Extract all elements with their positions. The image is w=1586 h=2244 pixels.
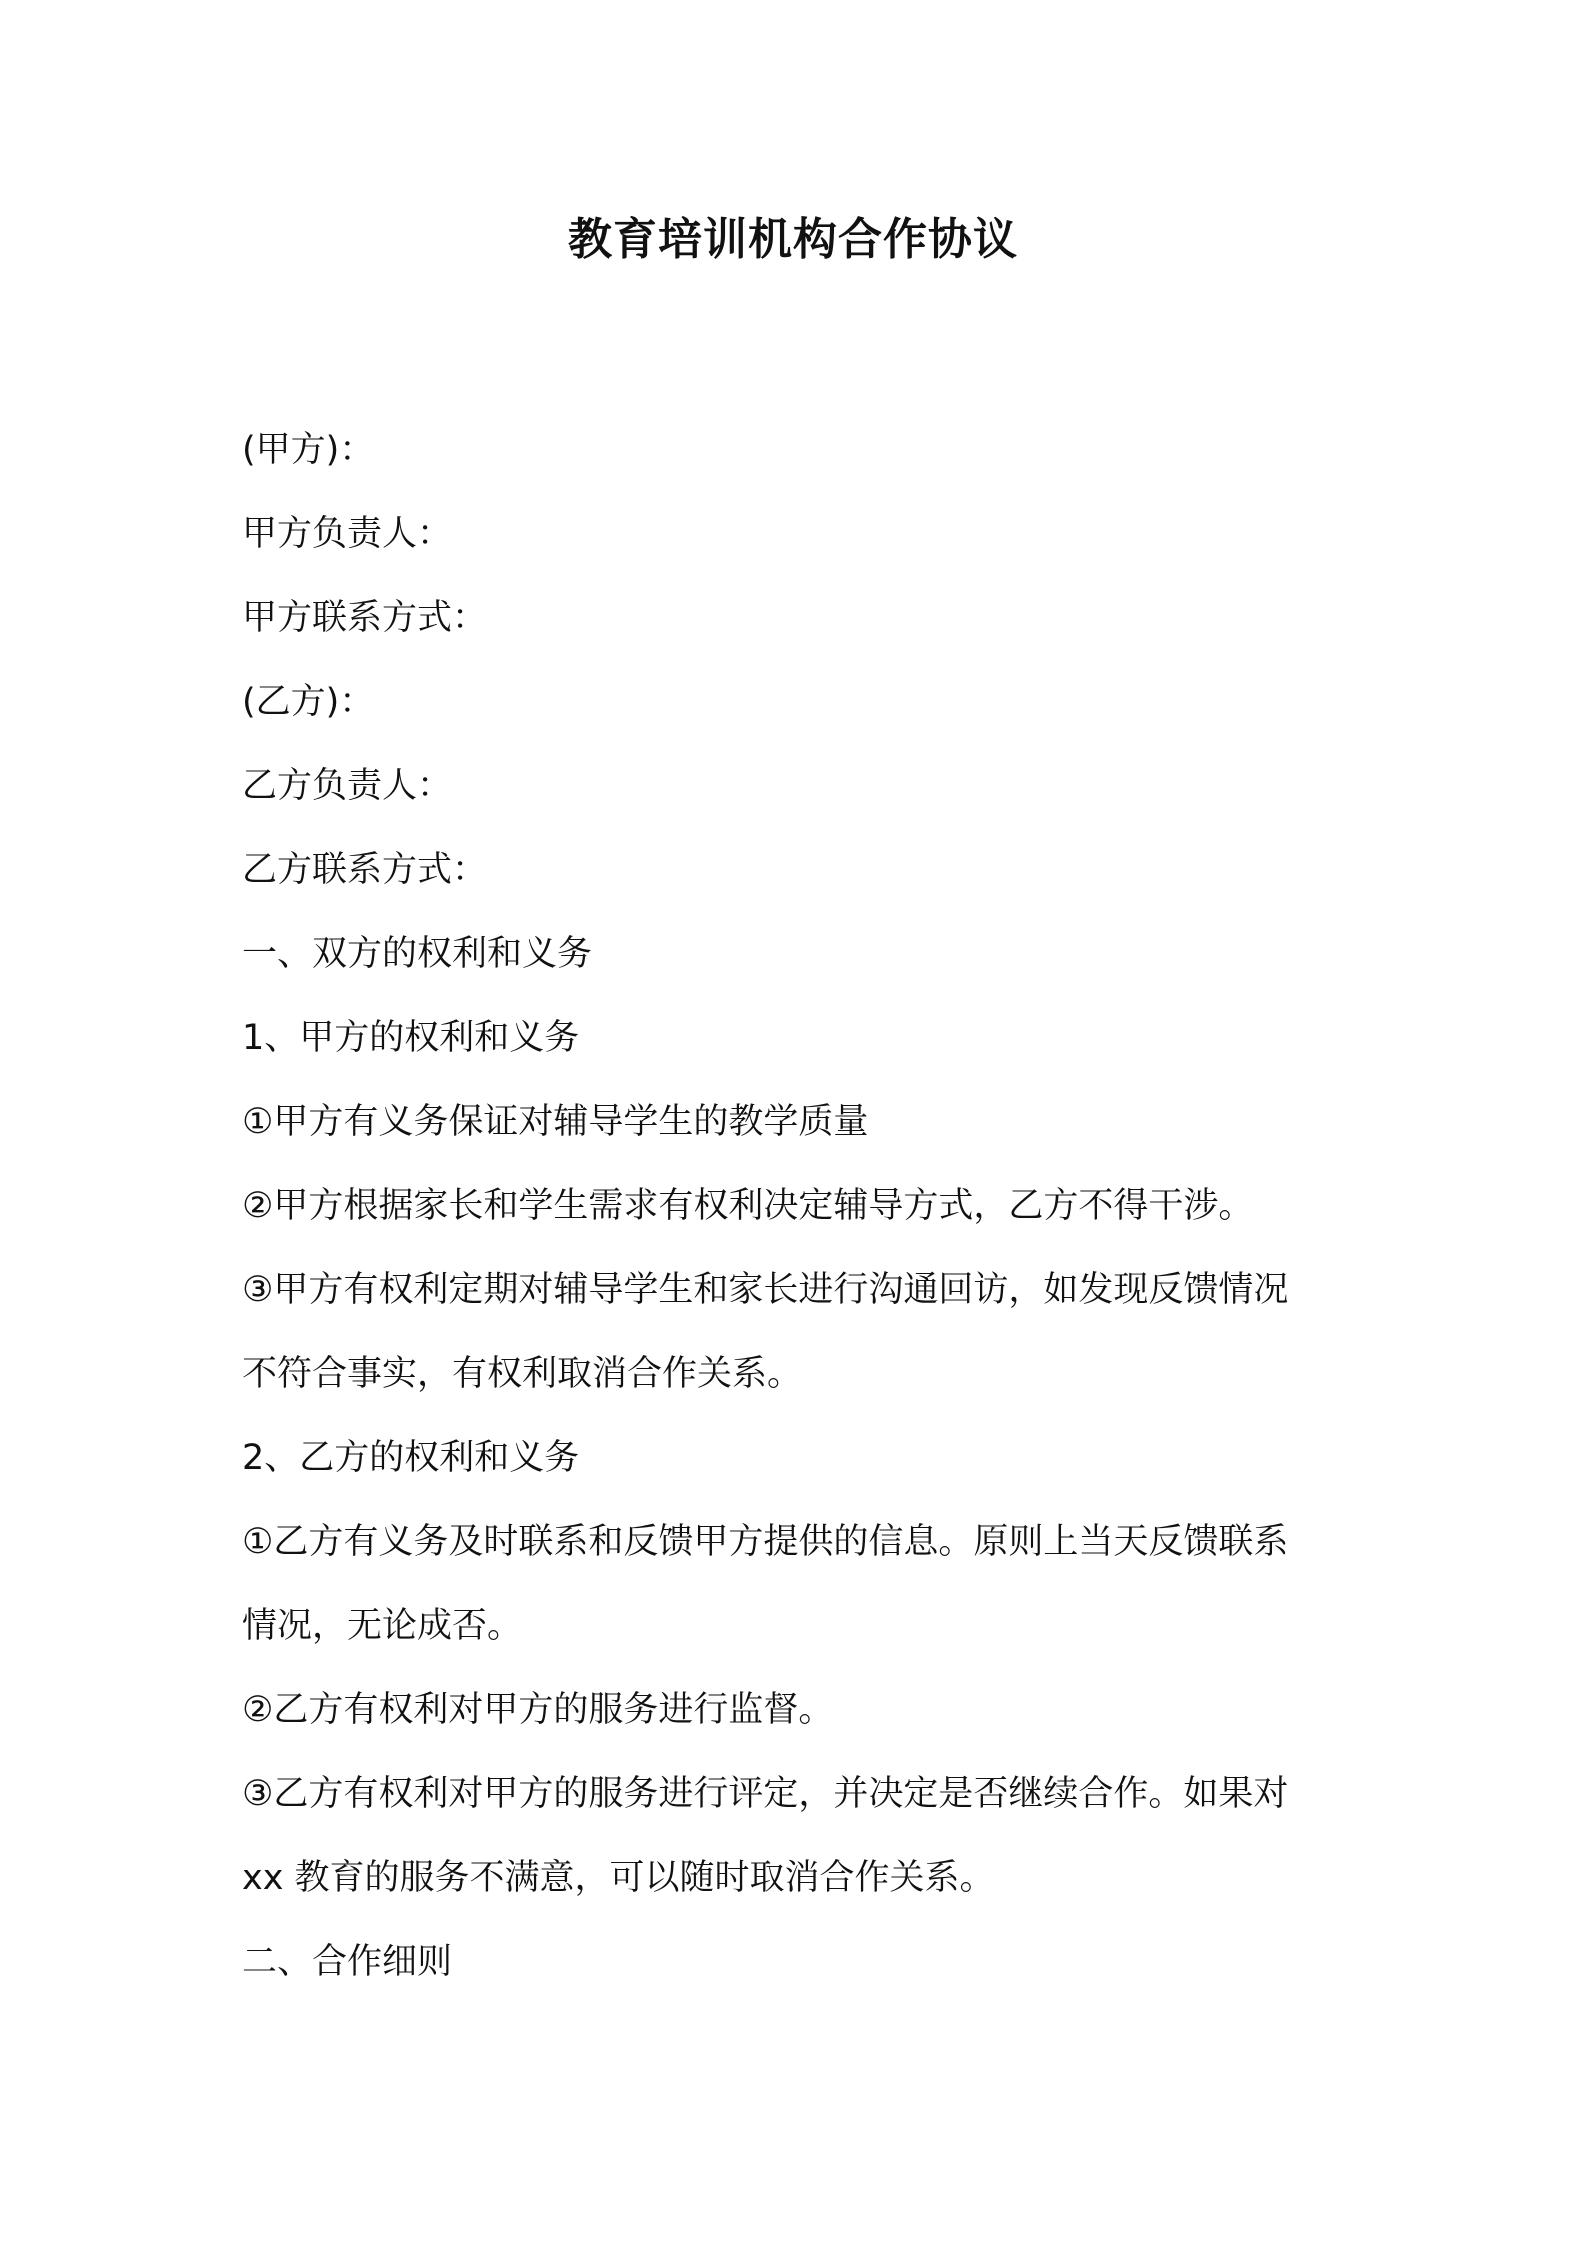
document-title: 教育培训机构合作协议	[568, 214, 1018, 265]
party-b-clause-1: ①乙方有义务及时联系和反馈甲方提供的信息。原则上当天反馈联系	[242, 1522, 1289, 1562]
section-heading-rights-obligations: 一、双方的权利和义务	[242, 934, 593, 974]
party-b-clause-1-continued: 情况，无论成否。	[242, 1606, 523, 1646]
party-a-clause-3-continued: 不符合事实，有权利取消合作关系。	[242, 1354, 803, 1394]
party-b-clause-3: ③乙方有权利对甲方的服务进行评定，并决定是否继续合作。如果对	[242, 1774, 1289, 1814]
party-b-clause-3-continued: xx 教育的服务不满意，可以随时取消合作关系。	[242, 1858, 995, 1898]
subsection-heading-party-b: 2、乙方的权利和义务	[242, 1438, 580, 1478]
party-b-clause-2: ②乙方有权利对甲方的服务进行监督。	[242, 1690, 834, 1730]
party-b-label: (乙方)：	[242, 682, 375, 722]
section-heading-cooperation-details: 二、合作细则	[242, 1942, 453, 1982]
party-b-representative-label: 乙方负责人：	[242, 766, 453, 806]
document-body	[242, 408, 1362, 2004]
party-a-label: (甲方)：	[242, 430, 375, 470]
party-a-clause-3: ③甲方有权利定期对辅导学生和家长进行沟通回访，如发现反馈情况	[242, 1270, 1289, 1310]
party-b-contact-label: 乙方联系方式：	[242, 850, 488, 890]
party-a-clause-2: ②甲方根据家长和学生需求有权利决定辅导方式，乙方不得干涉。	[242, 1186, 1254, 1226]
party-a-representative-label: 甲方负责人：	[242, 514, 453, 554]
party-a-clause-1: ①甲方有义务保证对辅导学生的教学质量	[242, 1102, 869, 1142]
party-a-contact-label: 甲方联系方式：	[242, 598, 488, 638]
subsection-heading-party-a: 1、甲方的权利和义务	[242, 1018, 580, 1058]
